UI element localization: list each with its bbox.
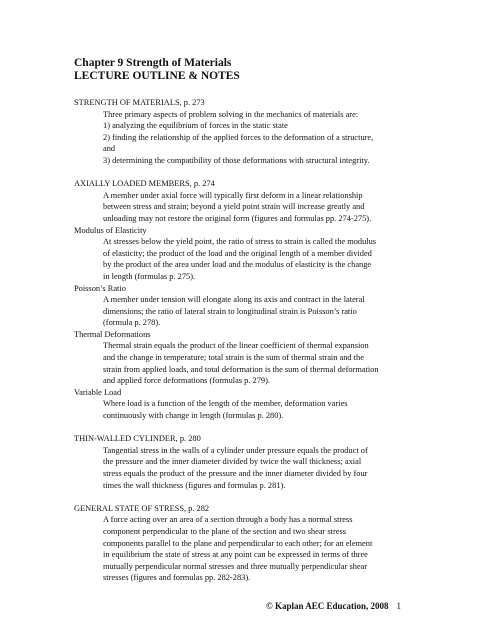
body-line: components parallel to the plane and perpendicular to each other; for an element (103, 538, 373, 548)
body-line: stress equals the product of the pressure and the inner diameter divided by four (103, 469, 368, 478)
body-line: Thermal strain equals the product of the linear coefficient of thermal expansion (103, 341, 369, 351)
body-line: the pressure and the inner diameter divided by twice the wall thickness; axial (103, 457, 362, 467)
body-line: Three primary aspects of problem solving in the mechanics of materials are: (103, 109, 359, 119)
section-spacer (74, 491, 434, 503)
body-line: At stresses below the yield point, the ratio of stress to strain is called the modulus (103, 237, 377, 247)
lecture-outline (74, 97, 434, 584)
subsection-heading: Variable Load (74, 387, 122, 397)
body-line: and (103, 144, 116, 154)
page-footer (266, 601, 401, 612)
section-heading: GENERAL STATE OF STRESS, p. 282 (74, 503, 210, 513)
body-line: 2) finding the relationship of the applied forces to the deformation of a structure, (103, 132, 374, 142)
body-line: of elasticity; the product of the load and the original length of a member divided (103, 248, 372, 258)
body-line: strain from applied loads, and total deformation is the sum of thermal deformation (103, 364, 379, 374)
page-subtitle: LECTURE OUTLINE & NOTES (74, 70, 240, 82)
body-line: mutually perpendicular normal stresses and three mutually perpendicular shear (103, 561, 368, 571)
copyright-notice: © Kaplan AEC Education, 2008 (266, 601, 389, 611)
section-heading: AXIALLY LOADED MEMBERS, p. 274 (74, 179, 215, 189)
body-line: by the product of the area under load and the modulus of elasticity is the change (103, 260, 372, 270)
subsection-heading: Modulus of Elasticity (74, 225, 147, 235)
section-spacer (74, 167, 434, 179)
subsection-heading: Thermal Deformations (74, 329, 151, 339)
body-line: continuously with change in length (formulas p. 280). (103, 411, 284, 421)
body-line: (formula p. 278). (103, 318, 161, 328)
chapter-title: Chapter 9 Strength of Materials (74, 57, 232, 69)
section-spacer (74, 422, 434, 434)
body-line: A force acting over an area of a section through a body has a normal stress (103, 515, 353, 525)
page-number: 1 (396, 601, 402, 611)
body-line: 1) analyzing the equilibrium of forces in the static state (103, 121, 288, 131)
body-line: stresses (figures and formulas pp. 282-283). (103, 573, 251, 583)
body-line: Where load is a function of the length of the member, deformation varies (103, 399, 348, 409)
body-line: unloading may not restore the original form (figures and formulas pp. 274-275). (103, 213, 372, 223)
body-line: between stress and strain; beyond a yield point strain will increase greatly and (103, 202, 365, 212)
section-heading: THIN-WALLED CYLINDER, p. 280 (74, 434, 201, 444)
subsection-heading: Poisson’s Ratio (74, 283, 126, 293)
body-line: component perpendicular to the plane of the section and two shear stress (103, 526, 347, 536)
body-line: and applied force deformations (formulas p. 279). (103, 376, 270, 386)
body-line: A member under tension will elongate along its axis and contract in the lateral (103, 295, 365, 305)
body-line: in length (formulas p. 275). (103, 271, 196, 281)
body-line: times the wall thickness (figures and formulas p. 281). (103, 480, 286, 490)
body-line: 3) determining the compatibility of those deformations with structural integrity. (103, 155, 370, 165)
section-heading: STRENGTH OF MATERIALS, p. 273 (74, 98, 205, 107)
body-line: in equilibrium the state of stress at any point can be expressed in terms of three (103, 550, 368, 560)
body-line: Tangential stress in the walls of a cylinder under pressure equals the product of (103, 445, 368, 455)
body-line: and the change in temperature; total strain is the sum of thermal strain and the (103, 353, 364, 363)
body-line: A member under axial force will typically first deform in a linear relationship (103, 190, 363, 200)
body-line: dimensions; the ratio of lateral strain to longitudinal strain is Poisson’s ratio (103, 306, 357, 316)
